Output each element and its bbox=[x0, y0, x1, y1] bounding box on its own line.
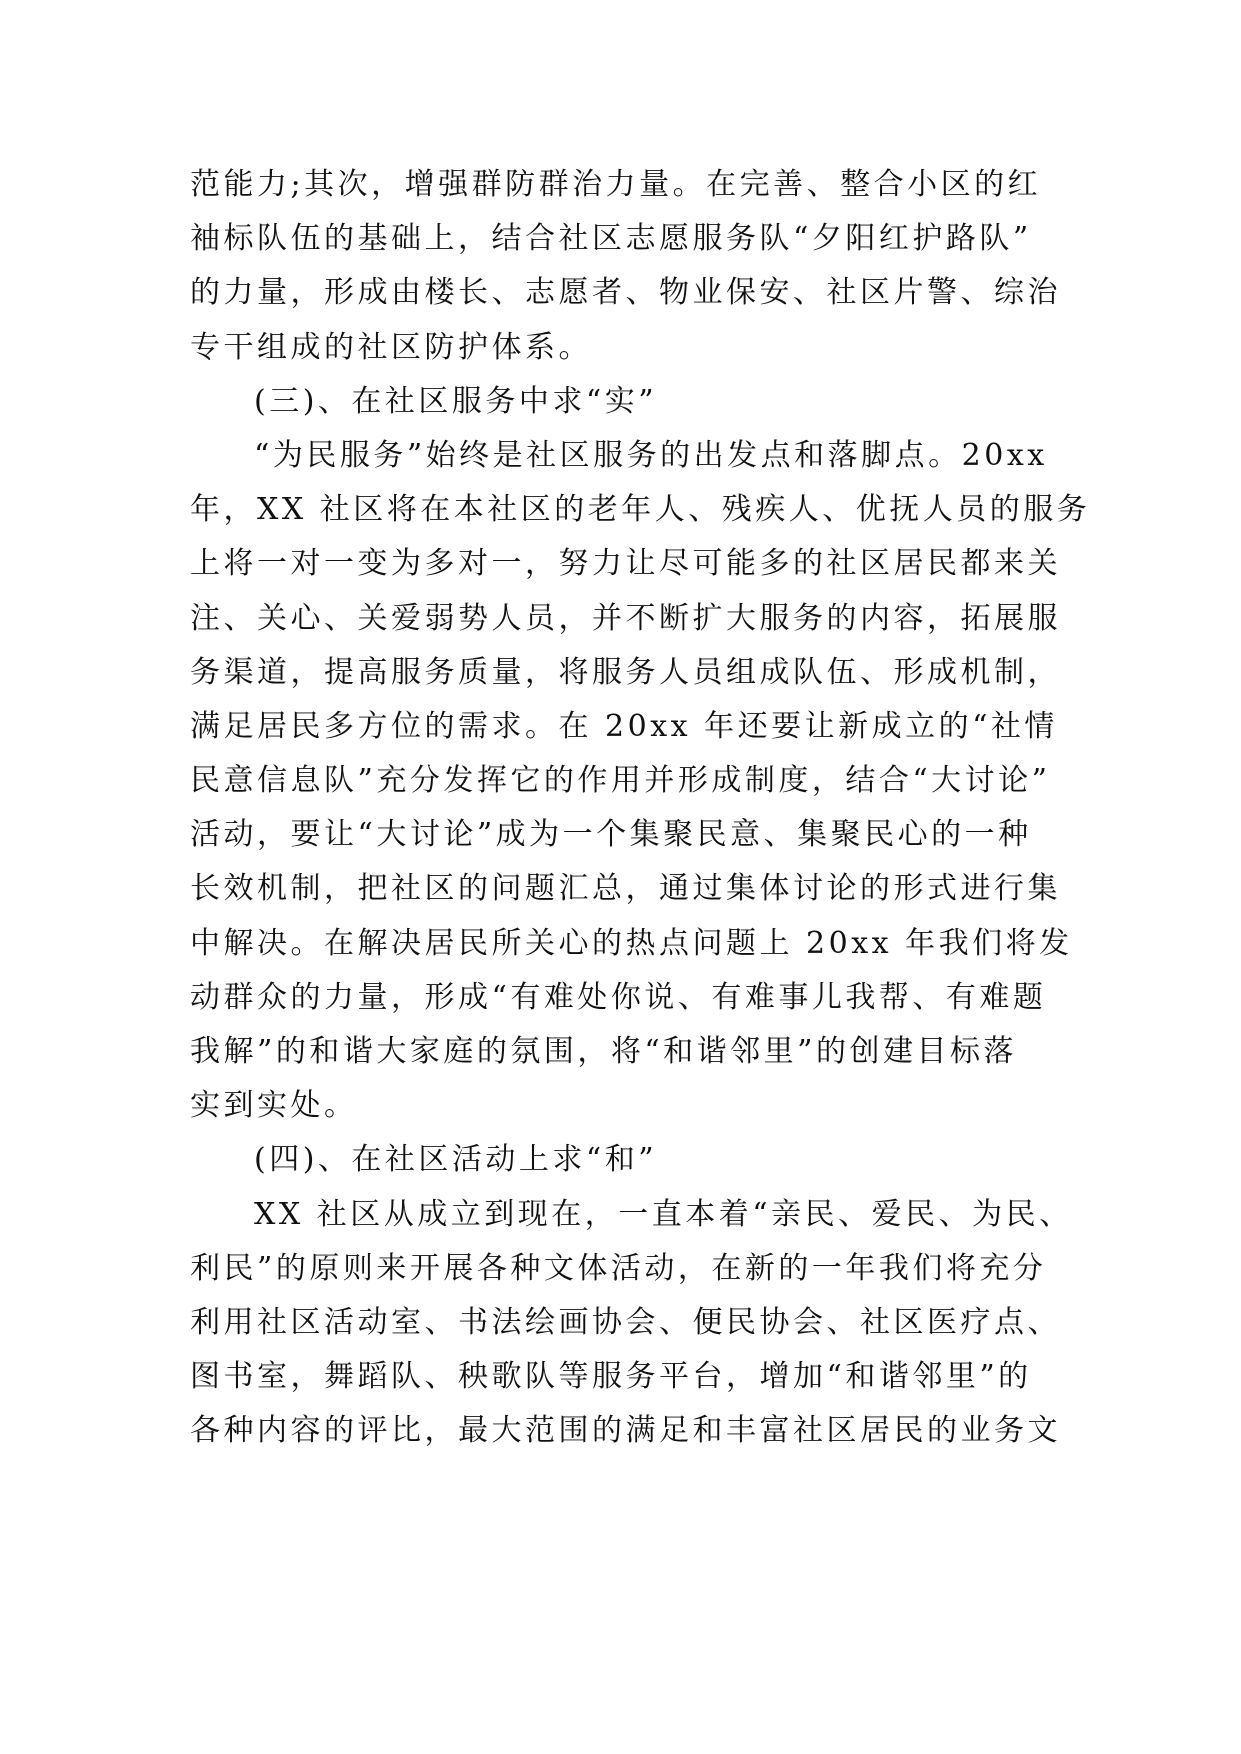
text-line: 袖标队伍的基础上，结合社区志愿服务队“夕阳红护路队” bbox=[190, 221, 1032, 257]
text-line: 年，XX 社区将在本社区的老年人、残疾人、优抚人员的服务 bbox=[190, 492, 1091, 528]
text-line: 动群众的力量，形成“有难处你说、有难事儿我帮、有难题 bbox=[190, 979, 1047, 1015]
text-line: 实到实处。 bbox=[190, 1088, 358, 1124]
text-line: 专干组成的社区防护体系。 bbox=[190, 329, 592, 365]
text-line: 中解决。在解决居民所关心的热点问题上 20xx 年我们将发 bbox=[190, 925, 1073, 961]
section-heading-4: (四)、在社区活动上求“和” bbox=[254, 1142, 658, 1178]
text-line: 满足居民多方位的需求。在 20xx 年还要让新成立的“社情 bbox=[190, 708, 1058, 744]
text-line: 我解”的和谐大家庭的氛围，将“和谐邻里”的创建目标落 bbox=[190, 1034, 1018, 1069]
paragraph-start: XX 社区从成立到现在，一直本着“亲民、爱民、为民、 bbox=[254, 1196, 1073, 1232]
text-line: 上将一对一变为多对一，努力让尽可能多的社区居民都来关 bbox=[190, 546, 1061, 582]
text-line: 长效机制，把社区的问题汇总，通过集体讨论的形式进行集 bbox=[190, 871, 1061, 907]
body-text bbox=[190, 158, 1091, 1459]
text-line: 的力量，形成由楼长、志愿者、物业保安、社区片警、综治 bbox=[190, 275, 1061, 311]
text-line: 利民”的原则来开展各种文体活动，在新的一年我们将充分 bbox=[190, 1250, 1047, 1286]
text-line: 注、关心、关爱弱势人员，并不断扩大服务的内容，拓展服 bbox=[190, 600, 1061, 636]
text-line: 图书室，舞蹈队、秧歌队等服务平台，增加“和谐邻里”的 bbox=[190, 1359, 1032, 1395]
text-line: 利用社区活动室、书法绘画协会、便民协会、社区医疗点、 bbox=[190, 1304, 1061, 1340]
section-heading-3: (三)、在社区服务中求“实” bbox=[254, 383, 658, 419]
text-line: 活动，要让“大讨论”成为一个集聚民意、集聚民心的一种 bbox=[190, 817, 1032, 853]
text-line: 务渠道，提高服务质量，将服务人员组成队伍、形成机制， bbox=[190, 654, 1061, 690]
paragraph-start: “为民服务”始终是社区服务的出发点和落脚点。20xx bbox=[254, 437, 1048, 473]
text-line: 各种内容的评比，最大范围的满足和丰富社区居民的业务文 bbox=[190, 1413, 1061, 1449]
text-line: 范能力;其次，增强群防群治力量。在完善、整合小区的红 bbox=[190, 167, 1042, 202]
text-line: 民意信息队”充分发挥它的作用并形成制度，结合“大讨论” bbox=[190, 763, 1051, 799]
